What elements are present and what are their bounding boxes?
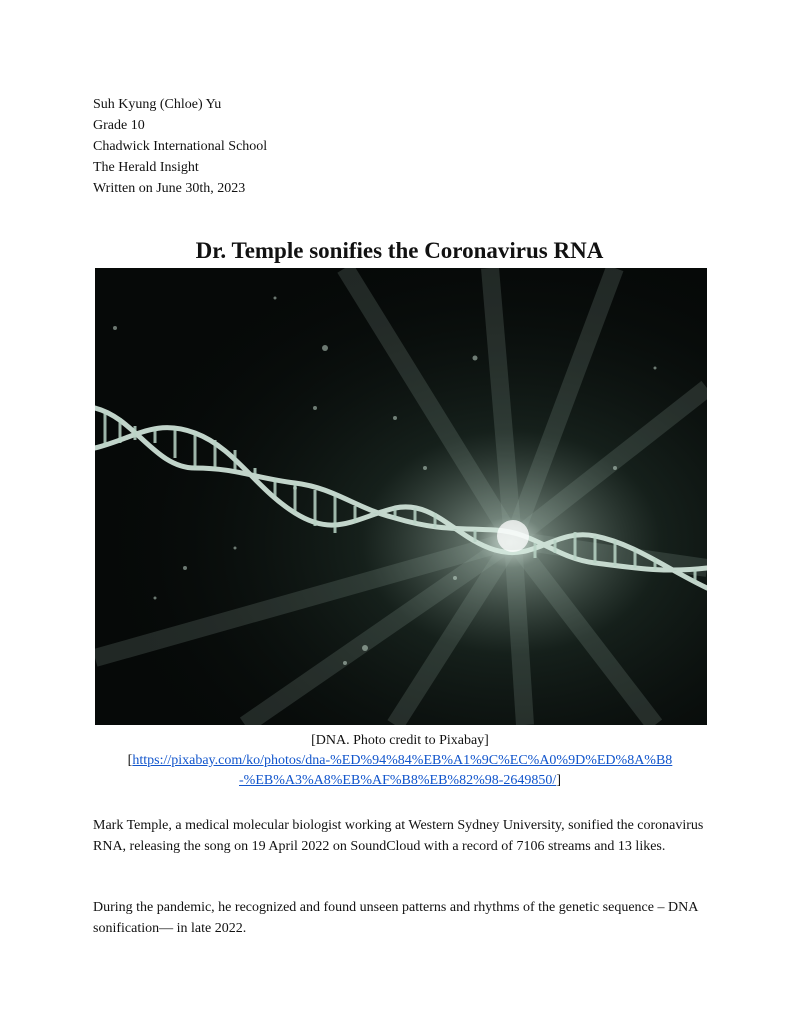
- link-open-bracket: [: [127, 753, 133, 768]
- publication-name: The Herald Insight: [93, 160, 199, 175]
- photo-caption: [DNA. Photo credit to Pixabay]: [311, 733, 489, 748]
- photo-caption-block: [90, 731, 710, 791]
- dna-photo: [95, 268, 707, 725]
- author-block: [93, 94, 267, 199]
- photo-link-line2: [90, 771, 710, 791]
- written-date: Written on June 30th, 2023: [93, 181, 246, 196]
- author-grade: Grade 10: [93, 118, 145, 133]
- link-close-bracket: ]: [556, 773, 561, 788]
- author-name: Suh Kyung (Chloe) Yu: [93, 97, 222, 112]
- dna-helix-illustration: [95, 268, 707, 725]
- photo-source-link[interactable]: https://pixabay.com/ko/photos/dna-%ED%94%84%EB%A1%9C%EC%A0%9D%ED%8A%B8: [132, 753, 673, 768]
- author-school: Chadwick International School: [93, 139, 268, 154]
- paragraph-1: Mark Temple, a medical molecular biologist working at Western Sydney University, sonified the coronavirus RNA, releasing the song on 19 April 2022 on SoundCloud with a record of 7106 streams and 13 likes.: [93, 818, 704, 854]
- article-title: Dr. Temple sonifies the Coronavirus RNA: [195, 238, 604, 263]
- photo-link-line1: [90, 751, 710, 771]
- paragraph-2: During the pandemic, he recognized and found unseen patterns and rhythms of the genetic sequence – DNA sonification— in late 2022.: [93, 900, 698, 936]
- photo-source-link-cont[interactable]: -%EB%A3%A8%EB%AF%B8%EB%82%98-2649850/: [239, 773, 557, 788]
